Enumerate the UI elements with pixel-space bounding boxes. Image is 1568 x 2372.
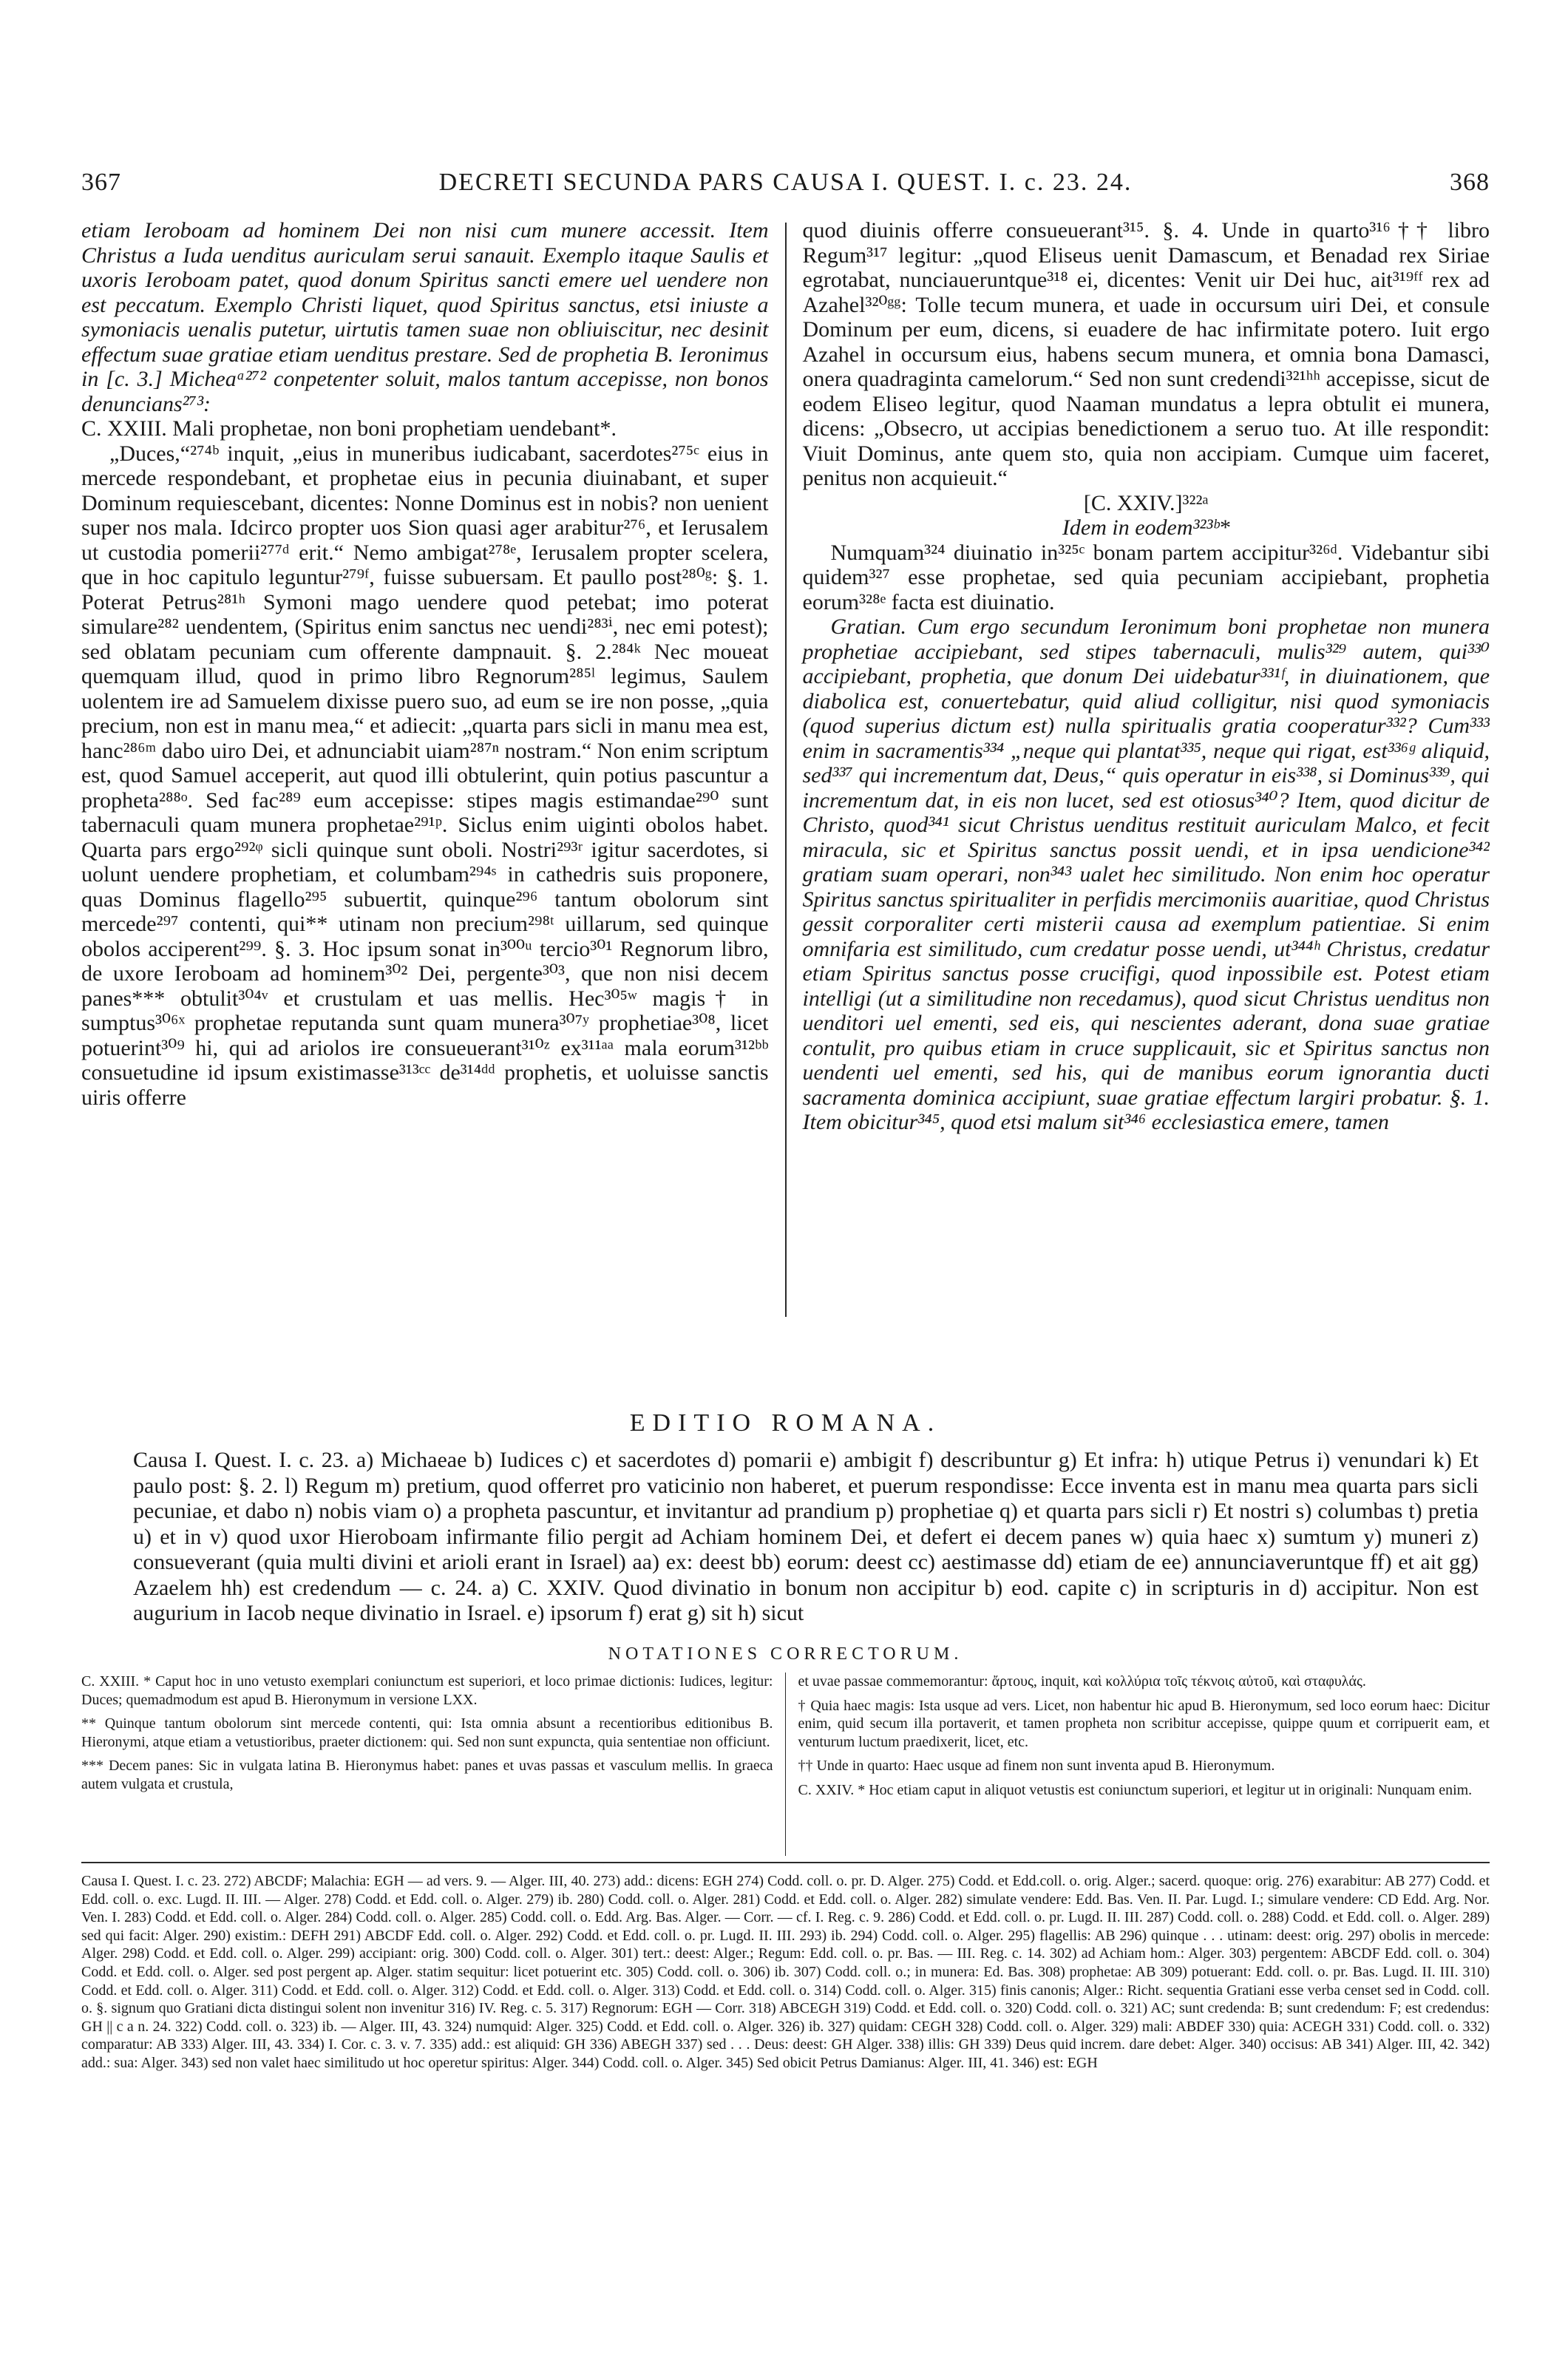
left-column [81, 218, 785, 1405]
apparatus-rule [81, 1862, 1490, 1863]
right-paragraph-continuation: quod diuinis offerre consueuerant³¹⁵. §. 4. Unde in quarto³¹⁶†† libro Regum³¹⁷ legitur: „quod Eliseus uenit Damascum, et Benadad rex Siriae egrotabat, nunciaueruntque³¹⁸ ei, dicentes: Venit uir Dei huc, ait³¹⁹ᶠᶠ rex ad Azahel³²⁰ᵍᵍ: Tolle tecum munera, et uade in occursum uiri Dei, et consule Dominum per eum, dicens, si euadere de hac infirmitate potero. Iuit ergo Azahel in occursum eius, habens secum munera, et omnia bona Damasci, onera quadraginta camelorum.“ Sed non sunt credendi³²¹ʰʰ accepisse, sicut de eodem Eliseo legitur, quod Naaman mundatus a lepra obtulit ei munera, dicens: „Obsecro, ut accipias benedictionem a seruo tuo. At ille respondit: Viuit Dominus, ante quem sto, quia non accipiam. Cumque uim faceret, penitus non acquieuit.“ [802, 218, 1490, 490]
note-entry: †† Unde in quarto: Haec usque ad finem non sunt inventa apud B. Hieronymum. [798, 1758, 1275, 1774]
editio-romana-text: Causa I. Quest. I. c. 23. a) Michaeae b) Iudices c) et sacerdotes d) pomarii e) ambigit f) describuntur g) Et infra: h) utique Petrus i) venundari k) Et paulo post: §. 2. l) Regum m) pretium, quod offerret pro vaticinio non haberet, et puerum respondisse: Ecce inventa est in manu mea quarta pars sicli pecuniae, et dabo n) nobis viam o) a propheta pascuntur, et invitantur ad prandium p) prophetiae q) et quarta pars sicli r) Et nostri s) columbas t) pretia u) et in v) quod uxor Hieroboam infirmante filio pergit ad Achiam hominem Dei, et defert ei decem panes w) quia haec x) sumtum y) muneri z) consueverant (quia multi divini et arioli erant in Israel) aa) ex: deest bb) eorum: deest cc) aestimasse dd) etiam de ee) annunciaveruntque ff) et ait gg) Azaelem hh) est credendum — c. 24. a) C. XXIV. Quod divinatio in bonum non accipitur b) eod. capite c) in scripturis in d) accipitur. Non est augurium in Iacob neque divinatio in Israel. e) ipsorum f) erat g) sit h) sicut [133, 1448, 1479, 1625]
note-entry: ** Quinque tantum obolorum sint mercede contenti, qui: Ista omnia absunt a recentioribus editionibus B. Hieronymi, atque etiam a vetustioribus, praeter dictionem: qui. Sed non sunt expuncta, quia sententiae non officiunt. [81, 1715, 773, 1750]
chapter-heading-xxiv: [C. XXIV.]³²²ᵃ [1083, 490, 1209, 515]
right-paragraph-numquam: Numquam³²⁴ diuinatio in³²⁵ᶜ bonam partem accipitur³²⁶ᵈ. Videbantur sibi quidem³²⁷ esse prophetae, sed quia pecuniam accipiebant, prophetia eorum³²⁸ᵉ facta est diuinatio. [802, 540, 1490, 614]
note-entry: C. XXIV. * Hoc etiam caput in aliquot vetustis est coniunctum superiori, et legitur ut in originali: Nunquam enim. [798, 1781, 1473, 1798]
editio-romana-heading: EDITIO ROMANA. [629, 1409, 942, 1437]
page-number-right: 368 [1450, 169, 1490, 196]
note-entry: et uvae passae commemorantur: ἄρτους, inquit, καὶ κολλύρια τοῖς τέκνοις αὐτοῦ, καὶ σταφυλάς. [798, 1673, 1366, 1690]
running-header [81, 169, 1490, 197]
note-entry: † Quia haec magis: Ista usque ad vers. Licet, non habentur hic apud B. Hieronymum, sed loco eorum haec: Dicitur enim, quid secum illa portaverit, et tamen propheta non scribitur accepisse, quippe quum et corripuerit eam, et venturum luctum praedixerit, licet, etc. [798, 1697, 1490, 1750]
left-paragraph-body: „Duces,“²⁷⁴ᵇ inquit, „eius in muneribus iudicabant, sacerdotes²⁷⁵ᶜ eius in mercede respondebant, et prophetae eius in pecunia diuinabant, et super Dominum requiescebant, dicentes: Nonne Dominus est in nobis? non uenient super nos mala. Idcirco propter uos Sion quasi ager arabitur²⁷⁶, et Ierusalem ut custodia pomerii²⁷⁷ᵈ erit.“ Nemo ambigat²⁷⁸ᵉ, Ierusalem propter scelera, que in hoc capitulo leguntur²⁷⁹ᶠ, fuisse subuersam. Et paullo post²⁸⁰ᵍ: §. 1. Poterat Petrus²⁸¹ʰ Symoni mago uendere quod petebat; imo poterat simulare²⁸² uendentem, (Spiritus enim sanctus nec uendi²⁸³ⁱ, nec emi potest); sed oblatam pecuniam cum offerente dampnauit. §. 2.²⁸⁴ᵏ Nec moueat quemquam illud, quod in primo libro Regnorum²⁸⁵ˡ legimus, Saulem uolentem ire ad Samuelem dixisse puero suo, ad eum se ire non posse, „quia precium, non est in manu mea,“ et adiecit: „quarta pars sicli in manu mea est, hanc²⁸⁶ᵐ dabo uiro Dei, et adnunciabit uiam²⁸⁷ⁿ nostram.“ Non enim scriptum est, quod Samuel acceperit, aut quod illi obtulerint, quin potius pascuntur a propheta²⁸⁸ᵒ. Sed fac²⁸⁹ eum accepisse: stipes magis estimandae²⁹⁰ sunt tabernaculi quam munera prophetae²⁹¹ᵖ. Siclus enim uiginti obolos habet. Quarta pars ergo²⁹²ᵠ sicli quinque sunt oboli. Nostri²⁹³ʳ igitur sacerdotes, si uolunt uendere prophetiam, et columbam²⁹⁴ˢ in cathedris suis proponere, quas Dominus flagello²⁹⁵ subuertit, quinque²⁹⁶ tantum obolorum sint mercede²⁹⁷ contenti, qui** utinam non precium²⁹⁸ᵗ uillarum, sed quinque obolos acciperent²⁹⁹. §. 3. Hoc ipsum sonat in³⁰⁰ᵘ tercio³⁰¹ Regnorum libro, de uxore Ieroboam ad hominem³⁰² Dei, pergente³⁰³, que non nisi decem panes*** obtulit³⁰⁴ᵛ et crustulam et uas mellis. Hec³⁰⁵ʷ magis† in sumptus³⁰⁶ˣ prophetae reputanda sunt quam munera³⁰⁷ʸ prophetiae³⁰⁸, licet potuerint³⁰⁹ hi, qui ad ariolos ire consueuerant³¹⁰ᶻ ex³¹¹ᵃᵃ mala eorum³¹²ᵇᵇ consuetudine id ipsum existimasse³¹³ᶜᶜ de³¹⁴ᵈᵈ prophetis, et uoluisse sanctis uiris offerre [81, 441, 769, 1110]
critical-apparatus: Causa I. Quest. I. c. 23. 272) ABCDF; Malachia: EGH — ad vers. 9. — Alger. III, 40. 273) add.: dicens: EGH 274) Codd. coll. o. pr. D. Alger. 275) Codd. et Edd.coll. o. orig. Alger.; sacerd. quoque: orig. 276) exarabitur: AB 277) Codd. et Edd. coll. o. exc. Lugd. II. III. — Alger. 278) Codd. et Edd. coll. o. Alger. 279) ib. 280) Codd. coll. o. Alger. 281) Codd. et Edd. coll. o. Alger. 282) simulate vendere: Edd. Bas. Ven. II. Par. Lugd. I.; simulare vendere: CD Edd. Arg. Nor. Ven. I. 283) Codd. et Edd. coll. o. Alger. 284) Codd. coll. o. Alger. 285) Codd. coll. o. Edd. Arg. Bas. Alger. — Corr. — cf. I. Reg. c. 9. 286) Codd. et Edd. coll. o. pr. Lugd. II. III. 287) Codd. coll. o. 288) Codd. et Edd. coll. o. Alger. 289) sed qui facit: Alger. 290) existim.: DEFH 291) ABCDF Edd. coll. o. Alger. 292) Codd. et Edd. coll. o. pr. Lugd. II. III. 293) ib. 294) Codd. coll. o. Alger. 295) flagellis: AB 296) quinque . . . utinam: deest: orig. 297) obolis in mercede: Alger. 298) Codd. et Edd. coll. o. Alger. 299) accipiant: orig. 300) Codd. coll. o. Alger. 301) tert.: deest: Alger.; Regum: Edd. coll. o. pr. Bas. — III. Reg. c. 14. 302) ad Achiam hom.: Alger. 303) pergentem: ABCDF Edd. coll. o. 304) Codd. et Edd. coll. o. Alger. sed post pergent ap. Alger. statim sequitur: licet potuerint etc. 305) Codd. coll. o. 306) ib. 307) Codd. coll. o.; in munera: Ed. Bas. 308) prophetae: AB 309) potuerant: Edd. coll. o. pr. Bas. Lugd. II. III. 310) Codd. et Edd. coll. o. Alger. 311) Codd. et Edd. coll. o. Alger. 312) Codd. et Edd. coll. o. Alger. 313) Codd. et Edd. coll. o. 314) Codd. coll. o. Alger. 315) finis canonis; Alger.: Richt. sequentia Gratiani esse verba censet sed in Codd. coll. o. §. signum quo Gratiani dicta distingui solent non invenitur 316) IV. Reg. c. 5. 317) Regnorum: EGH — Corr. 318) ABCEGH 319) Codd. et Edd. coll. o. 320) Codd. coll. o. 321) AC; sunt credenda: B; sunt credendum: F; est credendus: GH || c a n. 24. 322) Codd. coll. o. 323) ib. — Alger. III, 43. 324) numquid: Alger. 325) Codd. et Edd. coll. o. Alger. 326) ib. 327) quidam: CEGH 328) Codd. coll. o. Alger. 329) mali: ABDEF 330) quia: ACEGH 331) Codd. coll. o. 332) comparatur: AB 333) Alger. III, 43. 334) I. Cor. c. 3. v. 7. 335) add.: est aliquid: GH 336) ABEGH 337) sed . . . Deus: deest: GH Alger. 338) illis: GH 339) Deus quid increm. dare debet: Alger. 340) occisus: AB 341) Alger. III, 42. 342) add.: sua: Alger. 343) sed non valet haec similitudo ut hoc operetur spiritus: Alger. 344) Codd. coll. o. Alger. 345) Sed obicit Petrus Damianus: Alger. III, 41. 346) est: EGH [81, 1873, 1490, 2071]
chapter-heading-xxiii: C. XXIII. Mali prophetae, non boni prophetiam uendebant*. [81, 416, 617, 441]
notationes-right [786, 1673, 1490, 1857]
notationes-left [81, 1673, 785, 1857]
note-entry: *** Decem panes: Sic in vulgata latina B. Hieronymus habet: panes et uvas passas et vasculum mellis. In graeca autem vulgata et crustula, [81, 1758, 773, 1792]
notationes-columns [81, 1673, 1490, 1857]
page-number-left: 367 [81, 169, 121, 196]
note-entry: C. XXIII. * Caput hoc in uno vetusto exemplari coniunctum est superiori, et loco primae dictionis: Iudices, legitur: Duces; quemadmodum est apud B. Hieronymum in versione LXX. [81, 1673, 773, 1708]
right-paragraph-gratian: Gratian. Cum ergo secundum Ieronimum boni prophetae non munera prophetiae accipiebant, sed stipes tabernaculi, mulis³²⁹ autem, qui³³⁰ accipiebant, prophetia, que donum Dei uidebatur³³¹ᶠ, in diuinationem, que diabolica est, conuertebatur, quid aliud colligitur, nisi quod symoniacis (quod superius dictum est) nulla spiritualis gratia cooperatur³³²? Cum³³³ enim in sacramentis³³⁴ „neque qui plantat³³⁵, neque qui rigat, est³³⁶ᵍ aliquid, sed³³⁷ qui incrementum dat, Deus,“ quis operatur in eis³³⁸, si Dominus³³⁹, qui incrementum dat, in eis non lucet, sed est otiosus³⁴⁰? Item, quod dicitur de Christo, quod³⁴¹ sicut Christus uenditus restituit auriculam Malco, et fecit miracula, sic et Spiritus sanctus possit uendi, et in ipsa uendicione³⁴² gratiam suam operari, non³⁴³ ualet hec similitudo. Non enim hoc operatur Spiritus sanctus spiritualiter in perfidis mercimoniis auaritiae, quod Christus gessit corporaliter certi misterii causa ad exemplum patientiae. Si enim omnifaria est similitudo, cum credatur posse uendi, ut³⁴⁴ʰ Christus, credatur etiam Spiritus sanctus posse crucifigi, quod inpossibile est. Potest etiam intelligi (ut a similitudine non recedamus), quod sicut Christus uenditus non uenditori uel ementi, sed eis, qui nescientes aderant, dona suae gratiae contulit, pro quibus etiam in cruce supplicauit, sic et Spiritus sanctus non uendenti uel ementi, sed his, qui de manibus eorum ignorantia ducti sacramenta dominica accipiunt, suae gratiae effectum largiri probatur. §. 1. Item obicitur³⁴⁵, quod etsi malum sit³⁴⁶ ecclesiastica emere, tamen [802, 614, 1490, 1134]
main-text-columns [81, 218, 1490, 1405]
left-paragraph-intro: etiam Ieroboam ad hominem Dei non nisi cum munere accessit. Item Christus a Iuda uenditus auriculam serui sanauit. Exemplo itaque Saulis et uxoris Ieroboam patet, quod donum Spiritus sancti emere uel uendere non est peccatum. Exemplo Christi liquet, quod Spiritus sanctus, etsi iniuste a symoniacis uenalis putetur, uirtutis tamen suae non obliuiscitur, nec desinit effectum suae gratiae etiam uenditus prestare. Sed de prophetia B. Ieronimus in [c. 3.] Micheaᵃ²⁷² conpetenter soluit, malos tantum accepisse, non bonos denuncians²⁷³: [81, 218, 769, 416]
right-column [787, 218, 1490, 1405]
chapter-subheading: Idem in eodem³²³ᵇ* [1062, 515, 1230, 540]
notationes-heading: NOTATIONES CORRECTORUM. [608, 1644, 963, 1664]
running-title: DECRETI SECUNDA PARS CAUSA I. QUEST. I. c. 23. 24. [438, 169, 1133, 196]
